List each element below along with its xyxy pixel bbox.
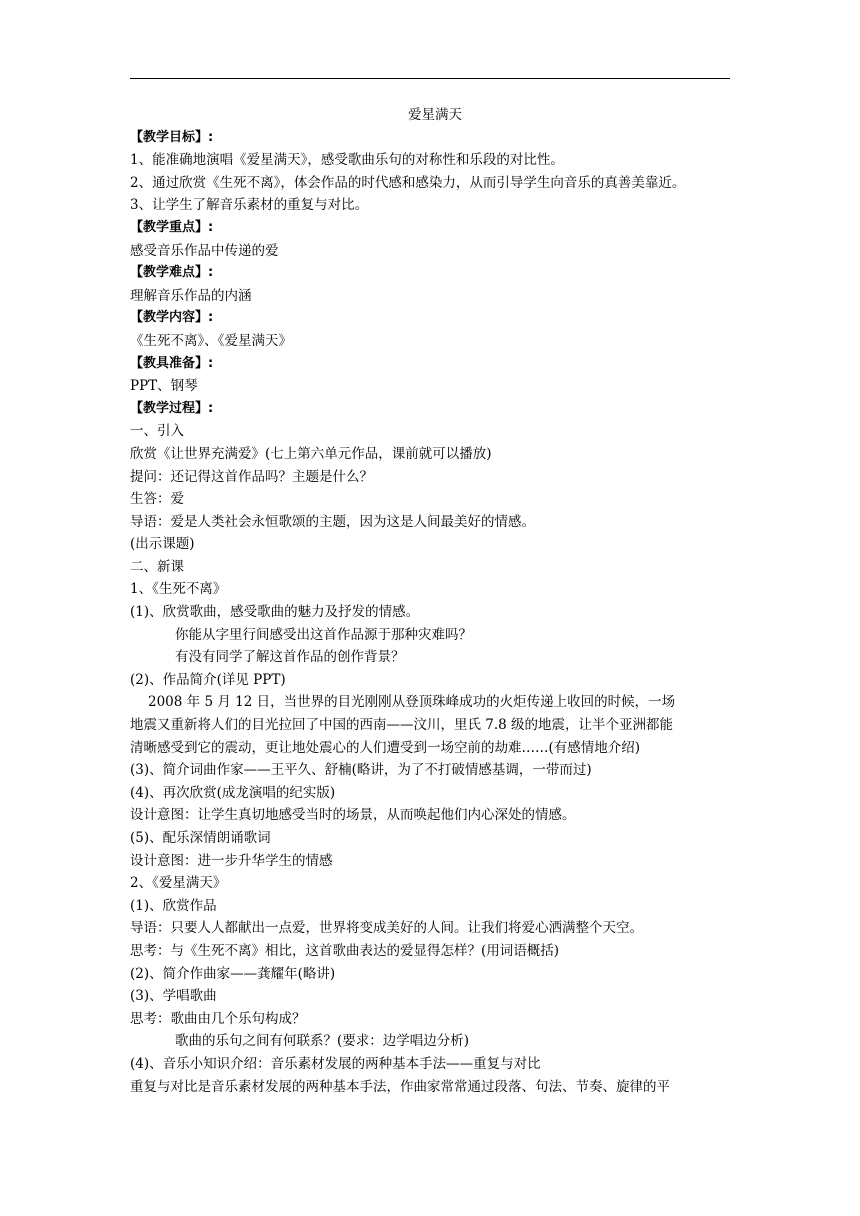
text-line: 一、引入	[130, 423, 184, 440]
document-body	[130, 104, 740, 1098]
text-line: 你能从字里行间感受出这首作品源于那种灾难吗？	[175, 626, 472, 643]
section-heading: 【教学难点】:	[130, 265, 214, 281]
text-line: (4)、再次欣赏(成龙演唱的纪实版)	[130, 784, 336, 801]
text-line: 1、能准确地演唱《爱星满天》，感受歌曲乐句的对称性和乐段的对比性。	[130, 152, 564, 169]
text-line: 提问：还记得这首作品吗？主题是什么？	[130, 468, 373, 485]
text-line: 生答：爱	[130, 491, 184, 508]
header-rule	[130, 78, 730, 79]
document-lines	[130, 127, 740, 1099]
text-line: 理解音乐作品的内涵	[130, 287, 252, 304]
text-line: (3)、学唱歌曲	[130, 988, 217, 1005]
text-line: 地震又重新将人们的目光拉回了中国的西南——汶川，里氏 7.8 级的地震，让半个亚洲都能	[130, 717, 674, 734]
text-line: 有没有同学了解这首作品的创作背景？	[175, 649, 405, 666]
section-heading: 【教学内容】:	[130, 310, 214, 326]
text-line: 歌曲的乐句之间有何联系？(要求：边学唱边分析)	[175, 1033, 470, 1050]
section-heading: 【教学过程】:	[130, 400, 214, 416]
text-line: 3、让学生了解音乐素材的重复与对比。	[130, 197, 369, 214]
text-line: (出示课题)	[130, 536, 195, 553]
text-line: 导语：只要人人都献出一点爱，世界将变成美好的人间。让我们将爱心洒满整个天空。	[130, 920, 643, 937]
text-line: 思考：与《生死不离》相比，这首歌曲表达的爱显得怎样？(用词语概括)	[130, 942, 560, 959]
text-line: PPT、钢琴	[130, 378, 198, 395]
text-line: (2)、作品简介(详见 PPT)	[130, 671, 286, 688]
text-line: (1)、欣赏作品	[130, 897, 217, 914]
text-line: 设计意图：让学生真切地感受当时的场景，从而唤起他们内心深处的情感。	[130, 807, 576, 824]
text-line: (3)、简介词曲作家——王平久、舒楠(略讲，为了不打破情感基调，一带而过)	[130, 762, 592, 779]
text-line: 思考：歌曲由几个乐句构成？	[130, 1010, 306, 1027]
text-line: 欣赏《让世界充满爱》(七上第六单元作品，课前就可以播放)	[130, 445, 492, 462]
document-title: 爱星满天	[408, 107, 462, 123]
text-line: 感受音乐作品中传递的爱	[130, 242, 279, 259]
text-line: (2)、简介作曲家——龚耀年(略讲)	[130, 965, 336, 982]
text-line: 二、新课	[130, 558, 184, 575]
text-line: 1、《生死不离》	[130, 581, 227, 598]
section-heading: 【教学重点】:	[130, 219, 214, 235]
text-line: (5)、配乐深情朗诵歌词	[130, 830, 271, 846]
text-line: (1)、欣赏歌曲，感受歌曲的魅力及抒发的情感。	[130, 604, 420, 621]
text-line: 2、通过欣赏《生死不离》，体会作品的时代感和感染力，从而引导学生向音乐的真善美靠近。	[130, 174, 686, 191]
text-line: 《生死不离》、《爱星满天》	[130, 332, 292, 349]
text-line: 2008 年 5 月 12 日，当世界的目光刚刚从登顶珠峰成功的火炬传递上收回的时候，一场	[148, 694, 676, 711]
text-line: 导语：爱是人类社会永恒歌颂的主题，因为这是人间最美好的情感。	[130, 513, 535, 530]
text-line: 2、《爱星满天》	[130, 875, 227, 892]
section-heading: 【教具准备】:	[130, 355, 214, 371]
text-line: 重复与对比是音乐素材发展的两种基本手法，作曲家常常通过段落、句法、节奏、旋律的平	[130, 1078, 670, 1095]
text-line: 清晰感受到它的震动，更让地处震心的人们遭受到一场空前的劫难……(有感情地介绍)	[130, 739, 641, 756]
section-heading: 【教学目标】:	[130, 129, 214, 145]
text-line: (4)、音乐小知识介绍：音乐素材发展的两种基本手法——重复与对比	[130, 1055, 541, 1072]
text-line: 设计意图：进一步升华学生的情感	[130, 852, 333, 869]
